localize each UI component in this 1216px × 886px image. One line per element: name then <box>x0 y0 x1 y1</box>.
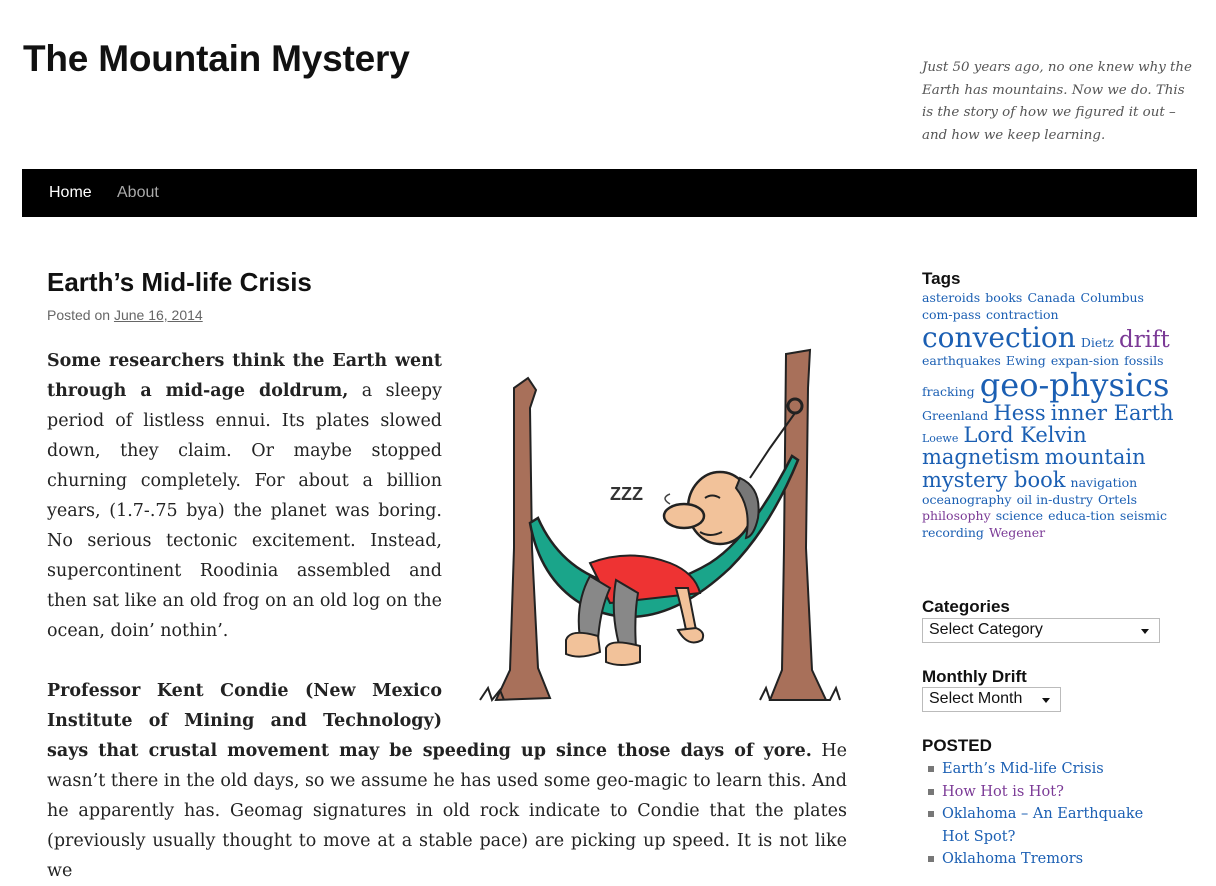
tag-link[interactable]: magnetism <box>922 445 1040 470</box>
snore-text: ZZZ <box>610 484 643 504</box>
p1-text: a sleepy period of listless ennui. Its plates slowed down, they claim. Or maybe stopped churning completely. For about a billion years, (1.7-.75 bya) the planet was boring. No serious tectonic excitement. Instead, supercontinent Roodinia assembled and then sat like an old frog on an old log on the ocean, doin’ nothin’. <box>47 381 442 641</box>
post-paragraph-2-lead <box>47 676 442 736</box>
tag-link[interactable]: drift <box>1118 326 1170 353</box>
tag-link[interactable]: Ortels <box>1097 491 1138 507</box>
tag-link[interactable]: Greenland <box>922 408 989 424</box>
tag-link[interactable]: educa-tion <box>1048 508 1115 524</box>
tag-link[interactable]: contraction <box>985 306 1059 322</box>
recent-post-link[interactable]: How Hot is Hot? <box>942 783 1064 800</box>
tag-link[interactable]: Columbus <box>1080 290 1144 305</box>
list-item <box>928 758 1168 781</box>
tag-link[interactable]: Loewe <box>922 432 959 446</box>
p2-bold-text: says that crustal movement may be speeding up since those days of yore. <box>47 741 812 761</box>
posted-on-label: Posted on <box>47 307 111 323</box>
category-select[interactable] <box>922 618 1160 643</box>
tag-link[interactable]: asteroids <box>922 290 981 305</box>
tag-link[interactable]: convection <box>922 320 1076 354</box>
tag-link[interactable]: Dietz <box>1080 334 1114 350</box>
tag-cloud <box>922 289 1177 541</box>
chevron-down-icon <box>1141 629 1149 634</box>
main-navigation <box>22 169 1197 217</box>
tag-link[interactable]: seismic recording <box>922 508 1167 541</box>
recent-post-link[interactable]: Oklahoma Tremors <box>942 851 1084 867</box>
tag-link[interactable]: philosophy <box>922 508 991 524</box>
recent-posts-list <box>928 758 1168 871</box>
tag-link[interactable]: expan-sion <box>1050 352 1120 368</box>
tag-link[interactable]: Canada <box>1027 290 1076 305</box>
post-paragraph-2 <box>47 736 847 886</box>
posted-widget-title: POSTED <box>922 736 992 755</box>
right-tree-icon <box>770 350 826 700</box>
recent-post-link[interactable]: Oklahoma – An Earthquake Hot Spot? <box>942 806 1144 845</box>
tag-link[interactable]: Hess <box>993 401 1046 426</box>
tag-link[interactable]: oceanography <box>922 491 1012 507</box>
month-select[interactable] <box>922 687 1061 712</box>
tag-link[interactable]: mountain mystery book <box>922 445 1146 492</box>
tag-link[interactable]: com-pass <box>922 306 981 322</box>
nav-home[interactable]: Home <box>49 184 92 201</box>
list-item <box>928 781 1168 804</box>
tag-link[interactable]: science <box>995 508 1043 524</box>
tag-link[interactable]: earthquakes <box>922 352 1001 368</box>
p2-text: He wasn’t there in the old days, so we assume he has used some geo-magic to learn this. And he apparently has. Geomag signatures in old rock indicate to Condie that the plates (previously usually thought to move at a stable pace) are picking up speed. It is not like we <box>47 741 847 881</box>
sleeping-man-hammock-image <box>470 348 848 710</box>
tag-link[interactable]: books <box>985 290 1023 305</box>
list-item <box>928 848 1168 871</box>
p2-bold-lead: Professor Kent Condie (New Mexico Institute of Mining and Technology) <box>47 681 442 731</box>
monthly-drift-widget-title: Monthly Drift <box>922 667 1027 686</box>
month-select-value: Select Month <box>929 690 1023 707</box>
tag-link[interactable]: fossils <box>1124 352 1164 368</box>
site-title[interactable]: The Mountain Mystery <box>23 38 410 79</box>
nav-about[interactable]: About <box>117 184 159 201</box>
post-paragraph-1 <box>47 346 442 646</box>
tag-link[interactable]: Ewing <box>1005 352 1046 368</box>
tag-link[interactable]: Lord Kelvin <box>963 423 1087 448</box>
chevron-down-icon <box>1042 698 1050 703</box>
post-date-link[interactable]: June 16, 2014 <box>113 307 203 323</box>
post-title[interactable]: Earth’s Mid-life Crisis <box>47 267 312 297</box>
tag-link[interactable]: Wegener <box>989 525 1046 541</box>
recent-post-link[interactable]: Earth’s Mid-life Crisis <box>942 761 1104 777</box>
tag-link[interactable]: inner Earth <box>1050 401 1174 426</box>
site-description: Just 50 years ago, no one knew why the Earth has mountains. Now we do. This is the story of how we figured it out – and how we keep learning. <box>922 60 1192 144</box>
tags-widget-title: Tags <box>922 269 961 288</box>
categories-widget-title: Categories <box>922 597 1010 616</box>
tag-link[interactable]: navigation <box>1070 474 1138 490</box>
category-select-value: Select Category <box>929 621 1043 638</box>
tag-link[interactable]: geo-physics <box>979 365 1170 404</box>
tag-link[interactable]: oil in-dustry <box>1016 491 1093 507</box>
list-item <box>928 803 1168 848</box>
post-meta <box>47 307 203 323</box>
p1-bold-text: Some researchers think the Earth went through a mid-age doldrum, <box>47 351 442 401</box>
tag-link[interactable]: fracking <box>922 383 975 399</box>
